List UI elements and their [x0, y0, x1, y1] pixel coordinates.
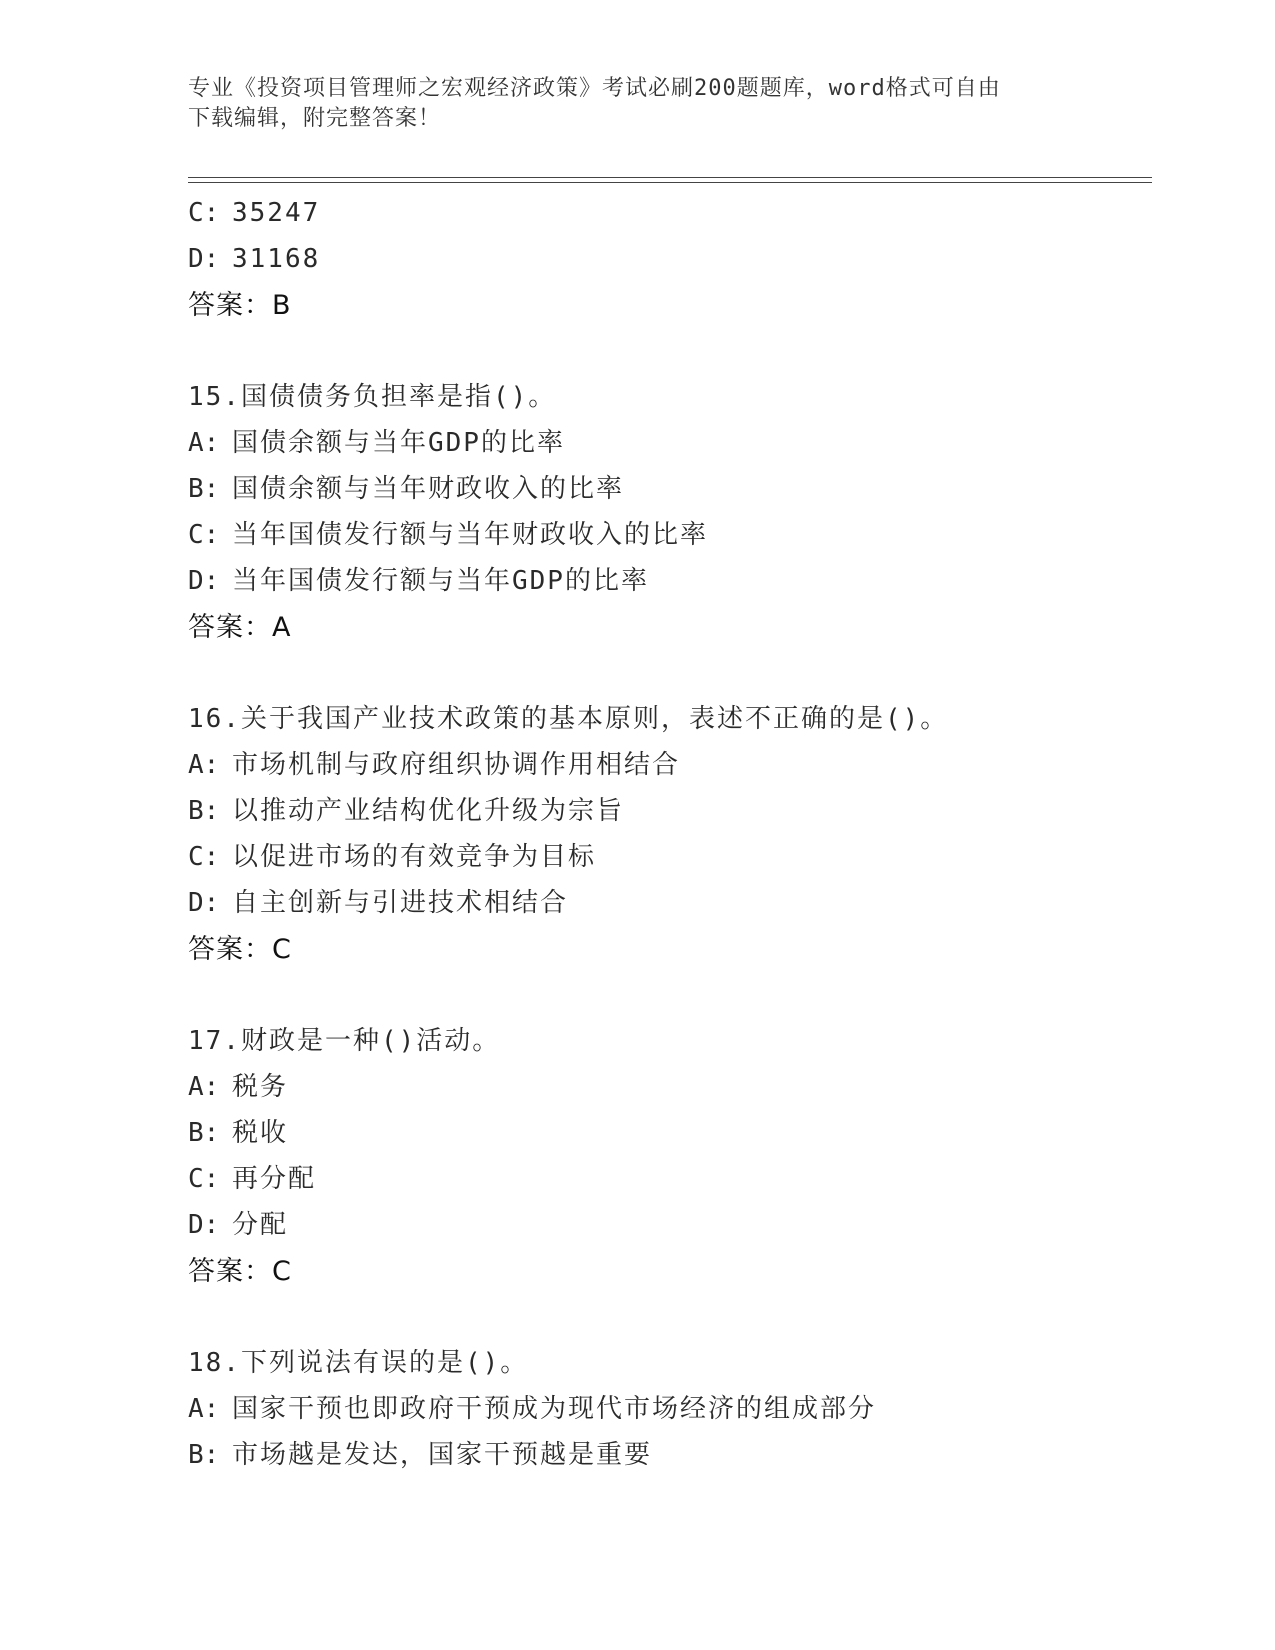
- header-divider-top: [188, 177, 1152, 178]
- option-text: 国债余额与当年财政收入的比率: [232, 474, 625, 504]
- answer-line: 答案：C: [188, 934, 292, 965]
- option-letter: D:: [188, 244, 220, 274]
- question-17: [188, 1018, 1148, 1296]
- option-a: [188, 420, 1148, 466]
- option-letter: D:: [188, 1210, 220, 1240]
- spacer: [188, 974, 1148, 1018]
- option-text: 自主创新与引进技术相结合: [232, 888, 569, 918]
- spacer: [188, 330, 1148, 374]
- option-letter: D:: [188, 888, 220, 918]
- option-text: 国债余额与当年GDP的比率: [232, 428, 565, 458]
- option-text: 以推动产业结构优化升级为宗旨: [232, 796, 625, 826]
- option-letter: A:: [188, 1394, 220, 1424]
- option-b: [188, 1432, 1148, 1478]
- option-a: [188, 1064, 1148, 1110]
- option-text: 35247: [232, 198, 321, 228]
- option-text: 当年国债发行额与当年GDP的比率: [232, 566, 649, 596]
- option-text: 分配: [232, 1210, 289, 1240]
- question-stem: 16.关于我国产业技术政策的基本原则，表述不正确的是()。: [188, 704, 949, 734]
- option-letter: C:: [188, 1164, 220, 1194]
- spacer: [188, 1296, 1148, 1340]
- option-letter: C:: [188, 842, 220, 872]
- document-header: [188, 74, 1088, 134]
- option-letter: A:: [188, 750, 220, 780]
- option-text: 市场机制与政府组织协调作用相结合: [232, 750, 681, 780]
- option-c: [188, 512, 1148, 558]
- option-letter: B:: [188, 1440, 220, 1470]
- question-14-continued: [188, 190, 1148, 330]
- option-b: [188, 1110, 1148, 1156]
- option-letter: B:: [188, 1118, 220, 1148]
- option-letter: B:: [188, 474, 220, 504]
- option-a: [188, 1386, 1148, 1432]
- option-text: 国家干预也即政府干预成为现代市场经济的组成部分: [232, 1394, 877, 1424]
- option-b: [188, 788, 1148, 834]
- option-c: [188, 190, 1148, 236]
- option-letter: A:: [188, 428, 220, 458]
- question-list: [188, 190, 1148, 1478]
- option-text: 税务: [232, 1072, 289, 1102]
- option-letter: C:: [188, 198, 220, 228]
- header-divider-bottom: [188, 182, 1152, 183]
- answer-line: 答案：B: [188, 290, 292, 321]
- option-a: [188, 742, 1148, 788]
- answer-line: 答案：A: [188, 612, 292, 643]
- option-d: [188, 1202, 1148, 1248]
- question-18: [188, 1340, 1148, 1478]
- option-text: 再分配: [232, 1164, 317, 1194]
- answer-line: 答案：C: [188, 1256, 292, 1287]
- question-stem: 17.财政是一种()活动。: [188, 1026, 501, 1056]
- option-c: [188, 1156, 1148, 1202]
- option-text: 当年国债发行额与当年财政收入的比率: [232, 520, 709, 550]
- header-title-line-2: 下载编辑，附完整答案！: [188, 106, 442, 131]
- option-letter: A:: [188, 1072, 220, 1102]
- option-letter: D:: [188, 566, 220, 596]
- option-b: [188, 466, 1148, 512]
- question-stem: 18.下列说法有误的是()。: [188, 1348, 529, 1378]
- option-letter: C:: [188, 520, 220, 550]
- option-letter: B:: [188, 796, 220, 826]
- question-15: [188, 374, 1148, 652]
- option-text: 税收: [232, 1118, 289, 1148]
- option-d: [188, 236, 1148, 282]
- header-title-line-1: 专业《投资项目管理师之宏观经济政策》考试必刷200题题库，word格式可自由: [188, 76, 1001, 101]
- question-16: [188, 696, 1148, 974]
- option-text: 以促进市场的有效竞争为目标: [232, 842, 597, 872]
- option-d: [188, 558, 1148, 604]
- option-text: 31168: [232, 244, 321, 274]
- option-d: [188, 880, 1148, 926]
- option-c: [188, 834, 1148, 880]
- option-text: 市场越是发达，国家干预越是重要: [232, 1440, 653, 1470]
- question-stem: 15.国债债务负担率是指()。: [188, 382, 557, 412]
- spacer: [188, 652, 1148, 696]
